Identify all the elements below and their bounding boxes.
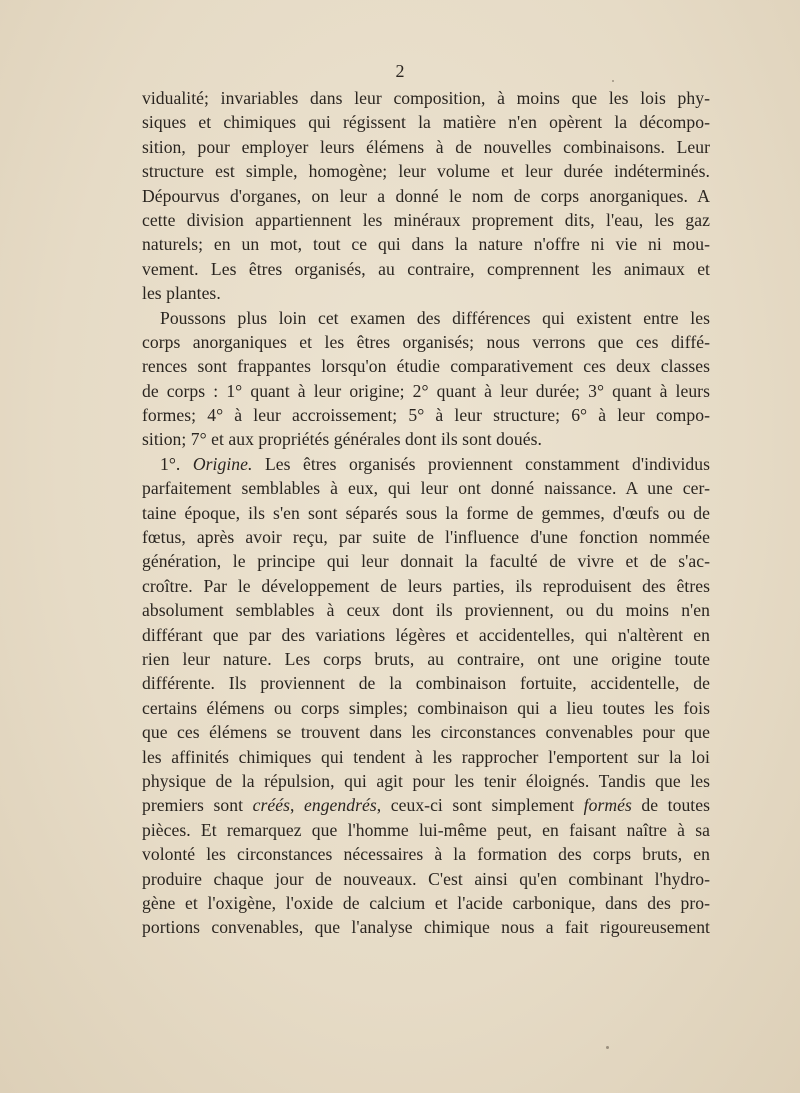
text-line: génération, le principe qui leur donnait la faculté de vivre et de s'ac- (142, 551, 710, 572)
text-line: différant que par des variations légères et accidentelles, qui n'altèrent en (142, 624, 710, 645)
text-line: parfaitement semblables à eux, qui leur ont donné naissance. A une cer- (142, 478, 710, 499)
text-line: corps anorganiques et les êtres organisés; nous verrons que ces diffé- (142, 331, 710, 352)
text-line: différente. Ils proviennent de la combinaison fortuite, accidentelle, de (142, 673, 710, 694)
text-line: les affinités chimiques qui tendent à les rapprocher l'emportent sur la loi (142, 746, 710, 767)
text-line: rien leur nature. Les corps bruts, au contraire, ont une origine toute (142, 648, 710, 669)
text-line: rences sont frappantes lorsqu'on étudie comparativement ces deux classes (142, 356, 710, 377)
paragraph-first-line: Poussons plus loin cet examen des différences qui existent entre les (160, 307, 710, 328)
text-line: physique de la répulsion, qui agit pour les tenir éloignés. Tandis que les (142, 770, 710, 791)
text-line: portions convenables, que l'analyse chimique nous a fait rigoureusement (142, 917, 710, 938)
text-line: de corps : 1° quant à leur origine; 2° quant à leur durée; 3° quant à leurs (142, 380, 710, 401)
text-line: volonté les circonstances nécessaires à la formation des corps bruts, en (142, 844, 710, 865)
paragraph-first-line (142, 452, 710, 476)
text-line: gène et l'oxigène, l'oxide de calcium et l'acide carbonique, dans des pro- (142, 892, 710, 913)
text-line: les plantes. (142, 283, 221, 304)
paper-speck (612, 80, 614, 82)
paper-speck (606, 1046, 609, 1049)
text-line: structure est simple, homogène; leur volume et leur durée indéterminés. (142, 161, 710, 182)
text-line: que ces élémens se trouvent dans les circonstances convenables pour que (142, 722, 710, 743)
text-line-with-italics: premiers sont créés, engendrés, ceux-ci sont simplement formés de toutes (142, 795, 710, 816)
text-line: naturels; en un mot, tout ce qui dans la nature n'offre ni vie ni mou- (142, 234, 710, 255)
text-line: formes; 4° à leur accroissement; 5° à leur structure; 6° à leur compo- (142, 405, 710, 426)
text-line: produire chaque jour de nouveaux. C'est ainsi qu'en combinant l'hydro- (142, 868, 710, 889)
section-text: Les êtres organisés proviennent constamment d'individus (264, 453, 711, 474)
text-line: sition; 7° et aux propriétés générales dont ils sont doués. (142, 429, 542, 450)
text-line: sition, pour employer leurs élémens à de nouvelles combinaisons. Leur (142, 136, 710, 157)
italic-word: engendrés (303, 795, 377, 816)
italic-word: formés (583, 795, 632, 816)
text-line: cette division appartiennent les minéraux proprement dits, l'eau, les gaz (142, 209, 710, 230)
text-line: croître. Par le développement de leurs parties, ils reproduisent des êtres (142, 575, 710, 596)
section-number: 1°. (160, 453, 181, 474)
italic-word: créés (252, 795, 290, 816)
text-line: fœtus, après avoir reçu, par suite de l'influence d'une fonction nommée (142, 527, 710, 548)
body-text (142, 86, 710, 940)
section-title: Origine. (192, 453, 253, 474)
text-line: absolument semblables à ceux dont ils proviennent, ou du moins n'en (142, 600, 710, 621)
page-number: 2 (395, 61, 405, 81)
text-line: vement. Les êtres organisés, au contraire, comprennent les animaux et (142, 258, 710, 279)
text-line: siques et chimiques qui régissent la matière n'en opèrent la décompo- (142, 112, 710, 133)
text-line: certains élémens ou corps simples; combinaison qui a lieu toutes les fois (142, 697, 710, 718)
text-line: taine époque, ils s'en sont séparés sous la forme de gemmes, d'œufs ou de (142, 502, 710, 523)
text-line: Dépourvus d'organes, on leur a donné le nom de corps anorganiques. A (142, 185, 710, 206)
text-line: pièces. Et remarquez que l'homme lui-même peut, en faisant naître à sa (142, 819, 710, 840)
text-line: vidualité; invariables dans leur composition, à moins que les lois phy- (142, 88, 710, 108)
